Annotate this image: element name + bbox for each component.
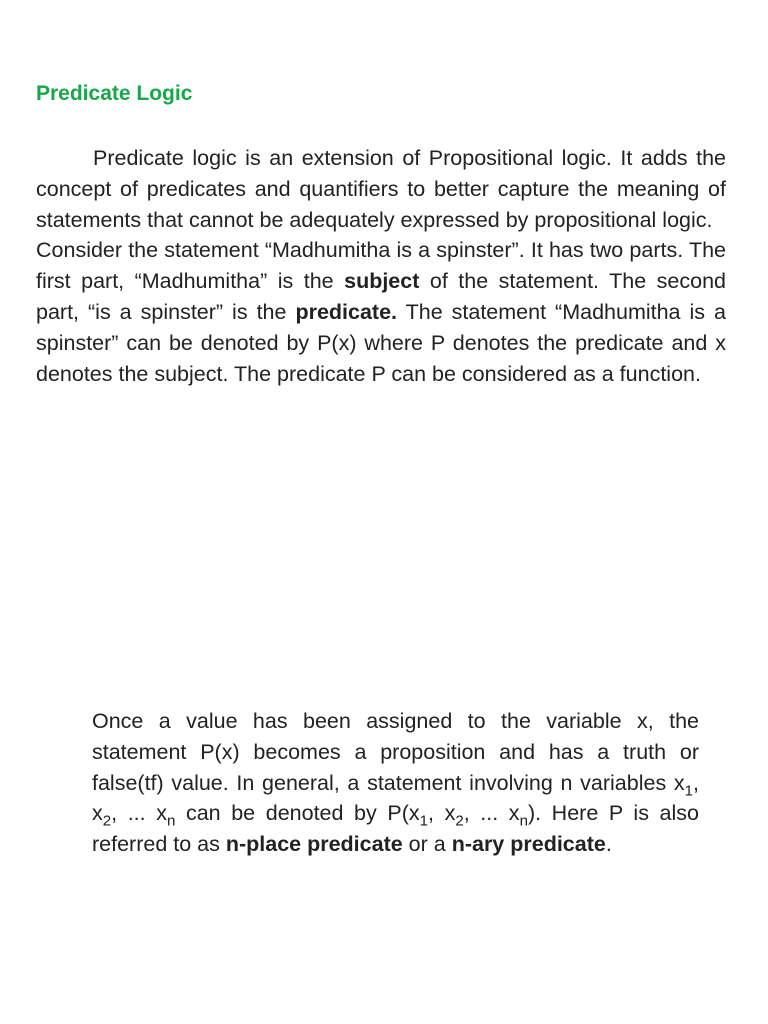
subscript: 2	[102, 812, 112, 830]
subscript: n	[166, 812, 176, 830]
subscript: 2	[455, 812, 464, 830]
text-span: Consider the statement “Madhumitha is a spinster”. It has two parts. The first part, “Madhumitha” is the	[36, 238, 726, 294]
text-span: , x	[92, 770, 699, 826]
text-span: of the statement. The second part, “is a spinster” is the	[36, 269, 726, 324]
subscript: 1	[684, 781, 694, 799]
proposition-paragraph	[92, 706, 699, 860]
intro-section	[36, 143, 726, 389]
intro-paragraph: Predicate logic is an extension of Propositional logic. It adds the concept of predicates and quantifiers to better capture the meaning of statements that cannot be adequately expressed by propositional logic.	[36, 146, 726, 232]
subject-term: subject	[344, 269, 420, 294]
n-ary-predicate-term: n-ary predicate	[451, 832, 606, 857]
proposition-section	[92, 706, 699, 860]
text-span: Once a value has been assigned to the variable x, the statement P(x) becomes a proposition and has a truth or false(tf) value. In general, a statement involving n variables x	[92, 709, 699, 795]
subscript: n	[519, 812, 528, 830]
text-span: ). Here P is also referred to as	[92, 801, 699, 857]
subscript: 1	[419, 812, 428, 830]
text-span: , ... x	[111, 801, 167, 826]
predicate-term: predicate.	[295, 299, 398, 324]
text-span: The statement “Madhumitha is a spinster” can be denoted by P(x) where P denotes the predicate and x denotes the subject. The predicate P can be considered as a function.	[36, 299, 726, 386]
example-paragraph	[36, 235, 726, 389]
text-span: , ... x	[463, 801, 520, 826]
text-span: or a	[402, 832, 452, 857]
n-place-predicate-term: n-place predicate	[225, 832, 403, 857]
text-span: .	[605, 832, 612, 857]
text-span: , x	[428, 801, 456, 826]
page-title: Predicate Logic	[36, 82, 193, 105]
text-span: can be denoted by P(x	[175, 801, 420, 826]
